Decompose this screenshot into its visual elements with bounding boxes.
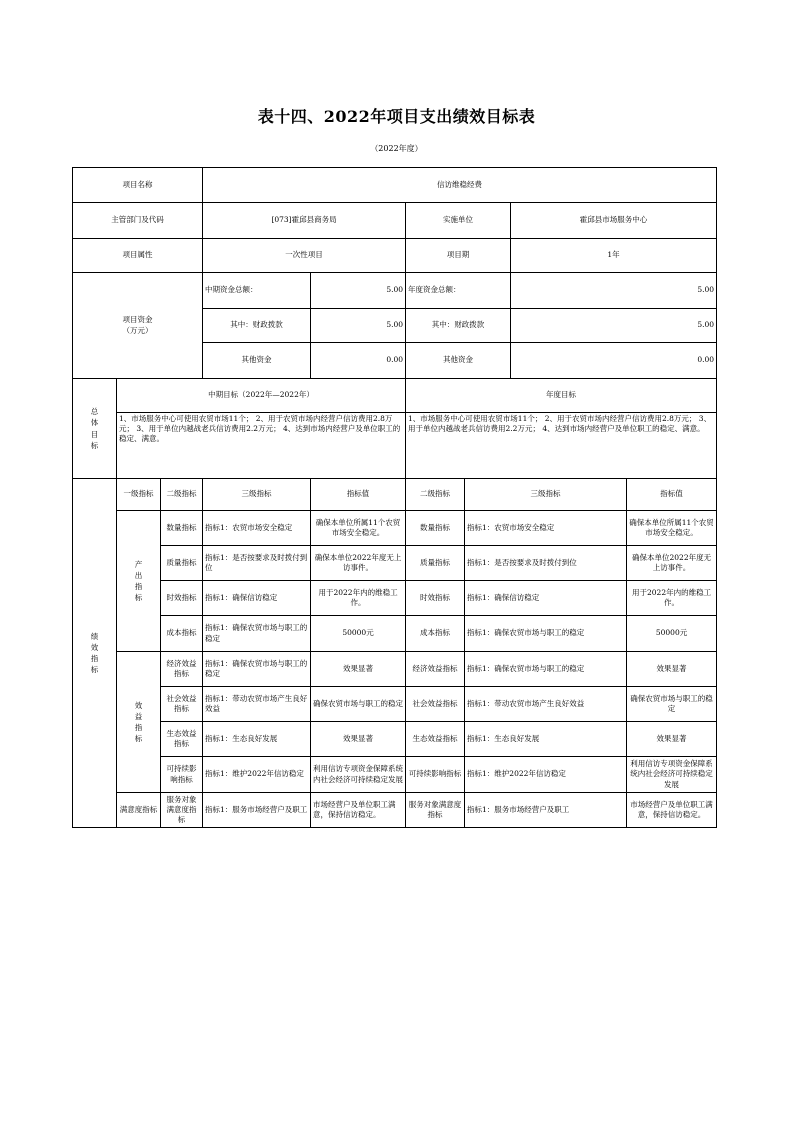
year-goal-text: 1、市场服务中心可使用农贸市场11个； 2、用于农贸市场内经营户信访费用2.8万元； 3、用于单位内越战老兵信访费用2.2万元； 4、达到市场内经营户及单位职工的稳定、满意。 bbox=[406, 413, 717, 479]
mid-fiscal-value: 5.00 bbox=[311, 309, 406, 343]
perf-indicator-label: 绩效指标 bbox=[73, 479, 117, 828]
table-row bbox=[73, 511, 717, 546]
mid-level2: 成本指标 bbox=[161, 616, 203, 652]
table-row bbox=[73, 581, 717, 616]
year-level3: 指标1：确保信访稳定 bbox=[465, 581, 627, 616]
mid-value: 确保本单位2022年度无上访事件。 bbox=[311, 546, 406, 581]
mid-level3: 指标1：维护2022年信访稳定 bbox=[203, 757, 311, 793]
mid-goal-text: 1、市场服务中心可使用农贸市场11个； 2、用于农贸市场内经营户信访费用2.8万元； 3、用于单位内越战老兵信访费用2.2万元； 4、达到市场内经营户及单位职工的稳定、满意。 bbox=[117, 413, 406, 479]
satisfaction-indicator-label: 满意度指标 bbox=[117, 793, 161, 828]
year-level3: 指标1：生态良好发展 bbox=[465, 722, 627, 757]
year-total-label: 年度资金总额： bbox=[406, 273, 511, 309]
header-value-year: 指标值 bbox=[627, 479, 717, 511]
table-row bbox=[73, 793, 717, 828]
year-value: 确保本单位所属11个农贸市场安全稳定。 bbox=[627, 511, 717, 546]
impl-unit-label: 实施单位 bbox=[406, 203, 511, 239]
performance-table bbox=[72, 167, 717, 828]
impl-unit-value: 霍邱县市场服务中心 bbox=[511, 203, 717, 239]
mid-total-label: 中期资金总额： bbox=[203, 273, 311, 309]
dept-label: 主管部门及代码 bbox=[73, 203, 203, 239]
mid-other-label: 其他资金 bbox=[203, 343, 311, 379]
mid-level2: 服务对象满意度指标 bbox=[161, 793, 203, 828]
year-value: 确保农贸市场与职工的稳定 bbox=[627, 687, 717, 722]
mid-level2: 生态效益指标 bbox=[161, 722, 203, 757]
year-level3: 指标1：农贸市场安全稳定 bbox=[465, 511, 627, 546]
table-row bbox=[73, 722, 717, 757]
attr-value: 一次性项目 bbox=[203, 239, 406, 273]
year-level2: 质量指标 bbox=[406, 546, 465, 581]
header-level2-year: 二级指标 bbox=[406, 479, 465, 511]
mid-level3: 指标1：确保信访稳定 bbox=[203, 581, 311, 616]
table-row bbox=[73, 546, 717, 581]
year-goal-header: 年度目标 bbox=[406, 379, 717, 413]
table-row bbox=[73, 616, 717, 652]
year-value: 市场经营户及单位职工满意，保持信访稳定。 bbox=[627, 793, 717, 828]
mid-value: 市场经营户及单位职工满意，保持信访稳定。 bbox=[311, 793, 406, 828]
mid-level3: 指标1：确保农贸市场与职工的稳定 bbox=[203, 652, 311, 687]
project-name-label: 项目名称 bbox=[73, 168, 203, 203]
header-level3-mid: 三级指标 bbox=[203, 479, 311, 511]
year-value: 利用信访专项资金保障系统内社会经济可持续稳定发展 bbox=[627, 757, 717, 793]
mid-value: 利用信访专项资金保障系统内社会经济可持续稳定发展 bbox=[311, 757, 406, 793]
mid-level2: 社会效益指标 bbox=[161, 687, 203, 722]
row-project-name bbox=[73, 168, 717, 203]
mid-level2: 可持续影响指标 bbox=[161, 757, 203, 793]
year-total-value: 5.00 bbox=[511, 273, 717, 309]
year-level3: 指标1：维护2022年信访稳定 bbox=[465, 757, 627, 793]
attr-label: 项目属性 bbox=[73, 239, 203, 273]
mid-level2: 经济效益指标 bbox=[161, 652, 203, 687]
mid-level3: 指标1：农贸市场安全稳定 bbox=[203, 511, 311, 546]
mid-level2: 质量指标 bbox=[161, 546, 203, 581]
row-attribute bbox=[73, 239, 717, 273]
year-level2: 社会效益指标 bbox=[406, 687, 465, 722]
year-other-label: 其他资金 bbox=[406, 343, 511, 379]
year-level2: 经济效益指标 bbox=[406, 652, 465, 687]
mid-total-value: 5.00 bbox=[311, 273, 406, 309]
year-level3: 指标1：服务市场经营户及职工 bbox=[465, 793, 627, 828]
mid-value: 50000元 bbox=[311, 616, 406, 652]
year-level2: 服务对象满意度指标 bbox=[406, 793, 465, 828]
year-level2: 成本指标 bbox=[406, 616, 465, 652]
year-value: 确保本单位2022年度无上访事件。 bbox=[627, 546, 717, 581]
year-other-value: 0.00 bbox=[511, 343, 717, 379]
year-level3: 指标1：确保农贸市场与职工的稳定 bbox=[465, 616, 627, 652]
mid-level3: 指标1：服务市场经营户及职工 bbox=[203, 793, 311, 828]
table-row bbox=[73, 687, 717, 722]
mid-value: 效果显著 bbox=[311, 652, 406, 687]
year-level3: 指标1：是否按要求及时拨付到位 bbox=[465, 546, 627, 581]
mid-level3: 指标1：生态良好发展 bbox=[203, 722, 311, 757]
year-fiscal-value: 5.00 bbox=[511, 309, 717, 343]
year-value: 用于2022年内的维稳工作。 bbox=[627, 581, 717, 616]
year-value: 50000元 bbox=[627, 616, 717, 652]
mid-goal-header: 中期目标（2022年—2022年） bbox=[117, 379, 406, 413]
header-value-mid: 指标值 bbox=[311, 479, 406, 511]
year-fiscal-label: 其中：财政拨款 bbox=[406, 309, 511, 343]
mid-level3: 指标1：带动农贸市场产生良好效益 bbox=[203, 687, 311, 722]
year-level2: 可持续影响指标 bbox=[406, 757, 465, 793]
mid-level3: 指标1：确保农贸市场与职工的稳定 bbox=[203, 616, 311, 652]
mid-value: 确保本单位所属11个农贸市场安全稳定。 bbox=[311, 511, 406, 546]
year-level2: 生态效益指标 bbox=[406, 722, 465, 757]
mid-level3: 指标1：是否按要求及时拨付到位 bbox=[203, 546, 311, 581]
header-level3-year: 三级指标 bbox=[465, 479, 627, 511]
mid-fiscal-label: 其中：财政拨款 bbox=[203, 309, 311, 343]
mid-level2: 时效指标 bbox=[161, 581, 203, 616]
mid-value: 用于2022年内的维稳工作。 bbox=[311, 581, 406, 616]
row-perf-header bbox=[73, 479, 717, 511]
year-level2: 时效指标 bbox=[406, 581, 465, 616]
year-level2: 数量指标 bbox=[406, 511, 465, 546]
year-level3: 指标1：带动农贸市场产生良好效益 bbox=[465, 687, 627, 722]
row-funds-total bbox=[73, 273, 717, 309]
period-label: 项目期 bbox=[406, 239, 511, 273]
dept-value: [073]霍邱县商务局 bbox=[203, 203, 406, 239]
year-level3: 指标1：确保农贸市场与职工的稳定 bbox=[465, 652, 627, 687]
year-value: 效果显著 bbox=[627, 722, 717, 757]
header-level1: 一级指标 bbox=[117, 479, 161, 511]
mid-value: 效果显著 bbox=[311, 722, 406, 757]
page-title: 表十四、2022年项目支出绩效目标表 bbox=[257, 107, 536, 126]
funds-label: 项目资金 （万元） bbox=[73, 273, 203, 379]
mid-other-value: 0.00 bbox=[311, 343, 406, 379]
benefit-indicator-label: 效益指标 bbox=[117, 652, 161, 793]
table-row bbox=[73, 757, 717, 793]
mid-level2: 数量指标 bbox=[161, 511, 203, 546]
row-department bbox=[73, 203, 717, 239]
project-name-value: 信访维稳经费 bbox=[203, 168, 717, 203]
row-overall-header bbox=[73, 379, 717, 413]
period-value: 1年 bbox=[511, 239, 717, 273]
output-indicator-label: 产出指标 bbox=[117, 511, 161, 652]
mid-value: 确保农贸市场与职工的稳定 bbox=[311, 687, 406, 722]
table-row bbox=[73, 652, 717, 687]
overall-goal-label: 总体目标 bbox=[73, 379, 117, 479]
page-subtitle: （2022年度） bbox=[370, 144, 423, 153]
header-level2-mid: 二级指标 bbox=[161, 479, 203, 511]
year-value: 效果显著 bbox=[627, 652, 717, 687]
row-overall-text bbox=[73, 413, 717, 479]
